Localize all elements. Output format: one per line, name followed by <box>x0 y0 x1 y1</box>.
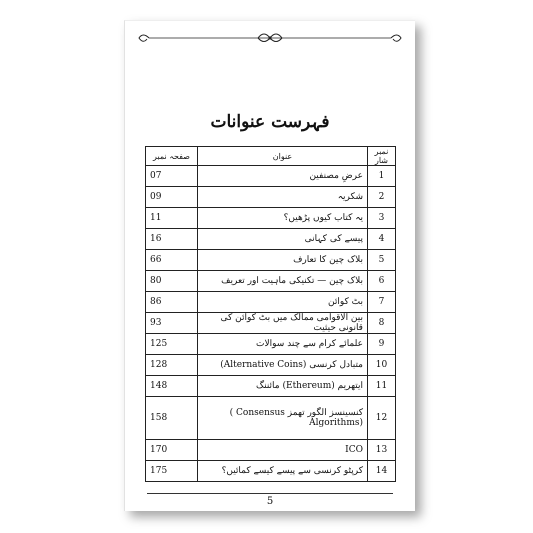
row-number: 9 <box>368 334 396 355</box>
row-title-english: ICO <box>345 445 363 455</box>
table-row <box>146 355 396 376</box>
row-number: 11 <box>368 376 396 397</box>
row-title: بٹ کوائن <box>198 292 368 313</box>
table-row <box>146 461 396 482</box>
row-title <box>198 355 368 376</box>
row-title-english: (Ethereum) <box>282 381 335 391</box>
row-number: 2 <box>368 187 396 208</box>
table-row <box>146 397 396 440</box>
table-row <box>146 229 396 250</box>
row-number: 5 <box>368 250 396 271</box>
table-row <box>146 166 396 187</box>
row-title-english: ( Consensus Algorithms) <box>229 408 363 428</box>
table-row <box>146 376 396 397</box>
row-number: 12 <box>368 397 396 440</box>
row-number: 3 <box>368 208 396 229</box>
column-header-title: عنوان <box>198 147 368 166</box>
row-page: 66 <box>146 250 198 271</box>
row-page: 93 <box>146 313 198 334</box>
row-page: 128 <box>146 355 198 376</box>
row-title: بین الاقوامی ممالک میں بٹ کوائن کی قانونی حیثیت <box>198 313 368 334</box>
row-title: کرپٹو کرنسی سے پیسے کیسے کمائیں؟ <box>198 461 368 482</box>
row-title: بلاک چین — تکنیکی ماہیت اور تعریف <box>198 271 368 292</box>
row-title-urdu: کنسینسز الگور تھمز <box>287 408 363 418</box>
row-title: یہ کتاب کیوں پڑھیں؟ <box>198 208 368 229</box>
row-number: 1 <box>368 166 396 187</box>
row-page: 148 <box>146 376 198 397</box>
row-page: 158 <box>146 397 198 440</box>
row-page: 80 <box>146 271 198 292</box>
row-page: 125 <box>146 334 198 355</box>
table-row <box>146 187 396 208</box>
row-title <box>198 440 368 461</box>
table-row <box>146 440 396 461</box>
row-title: عرضِ مصنفین <box>198 166 368 187</box>
row-title: علمائے کرام سے چند سوالات <box>198 334 368 355</box>
row-page: 09 <box>146 187 198 208</box>
row-title: شکریہ <box>198 187 368 208</box>
row-title: بلاک چین کا تعارف <box>198 250 368 271</box>
row-title-urdu: متبادل کرنسی <box>309 360 363 370</box>
contents-table <box>145 146 396 482</box>
header-ornament <box>133 29 407 47</box>
row-page: 11 <box>146 208 198 229</box>
table-header-row <box>146 147 396 166</box>
table-row <box>146 334 396 355</box>
row-page: 175 <box>146 461 198 482</box>
row-number: 13 <box>368 440 396 461</box>
table-row <box>146 208 396 229</box>
column-header-page: صفحہ نمبر <box>146 147 198 166</box>
column-header-number: نمبر شار <box>368 147 396 166</box>
row-page: 16 <box>146 229 198 250</box>
row-title: پیسے کی کہانی <box>198 229 368 250</box>
row-title <box>198 397 368 440</box>
row-title <box>198 376 368 397</box>
row-number: 6 <box>368 271 396 292</box>
book-page <box>124 20 415 511</box>
page-number: 5 <box>266 496 274 507</box>
row-page: 07 <box>146 166 198 187</box>
row-page: 86 <box>146 292 198 313</box>
row-number: 7 <box>368 292 396 313</box>
row-number: 8 <box>368 313 396 334</box>
row-number: 10 <box>368 355 396 376</box>
row-number: 14 <box>368 461 396 482</box>
table-row <box>146 292 396 313</box>
row-page: 170 <box>146 440 198 461</box>
row-title-english: (Alternative Coins) <box>220 360 307 370</box>
table-row <box>146 250 396 271</box>
table-row <box>146 271 396 292</box>
row-number: 4 <box>368 229 396 250</box>
page-title: فہرست عنوانات <box>210 112 330 132</box>
row-title-suffix: مائننگ <box>256 381 280 391</box>
table-row <box>146 313 396 334</box>
footer-rule <box>147 493 393 494</box>
row-title-urdu: ایتھریم <box>337 381 363 391</box>
